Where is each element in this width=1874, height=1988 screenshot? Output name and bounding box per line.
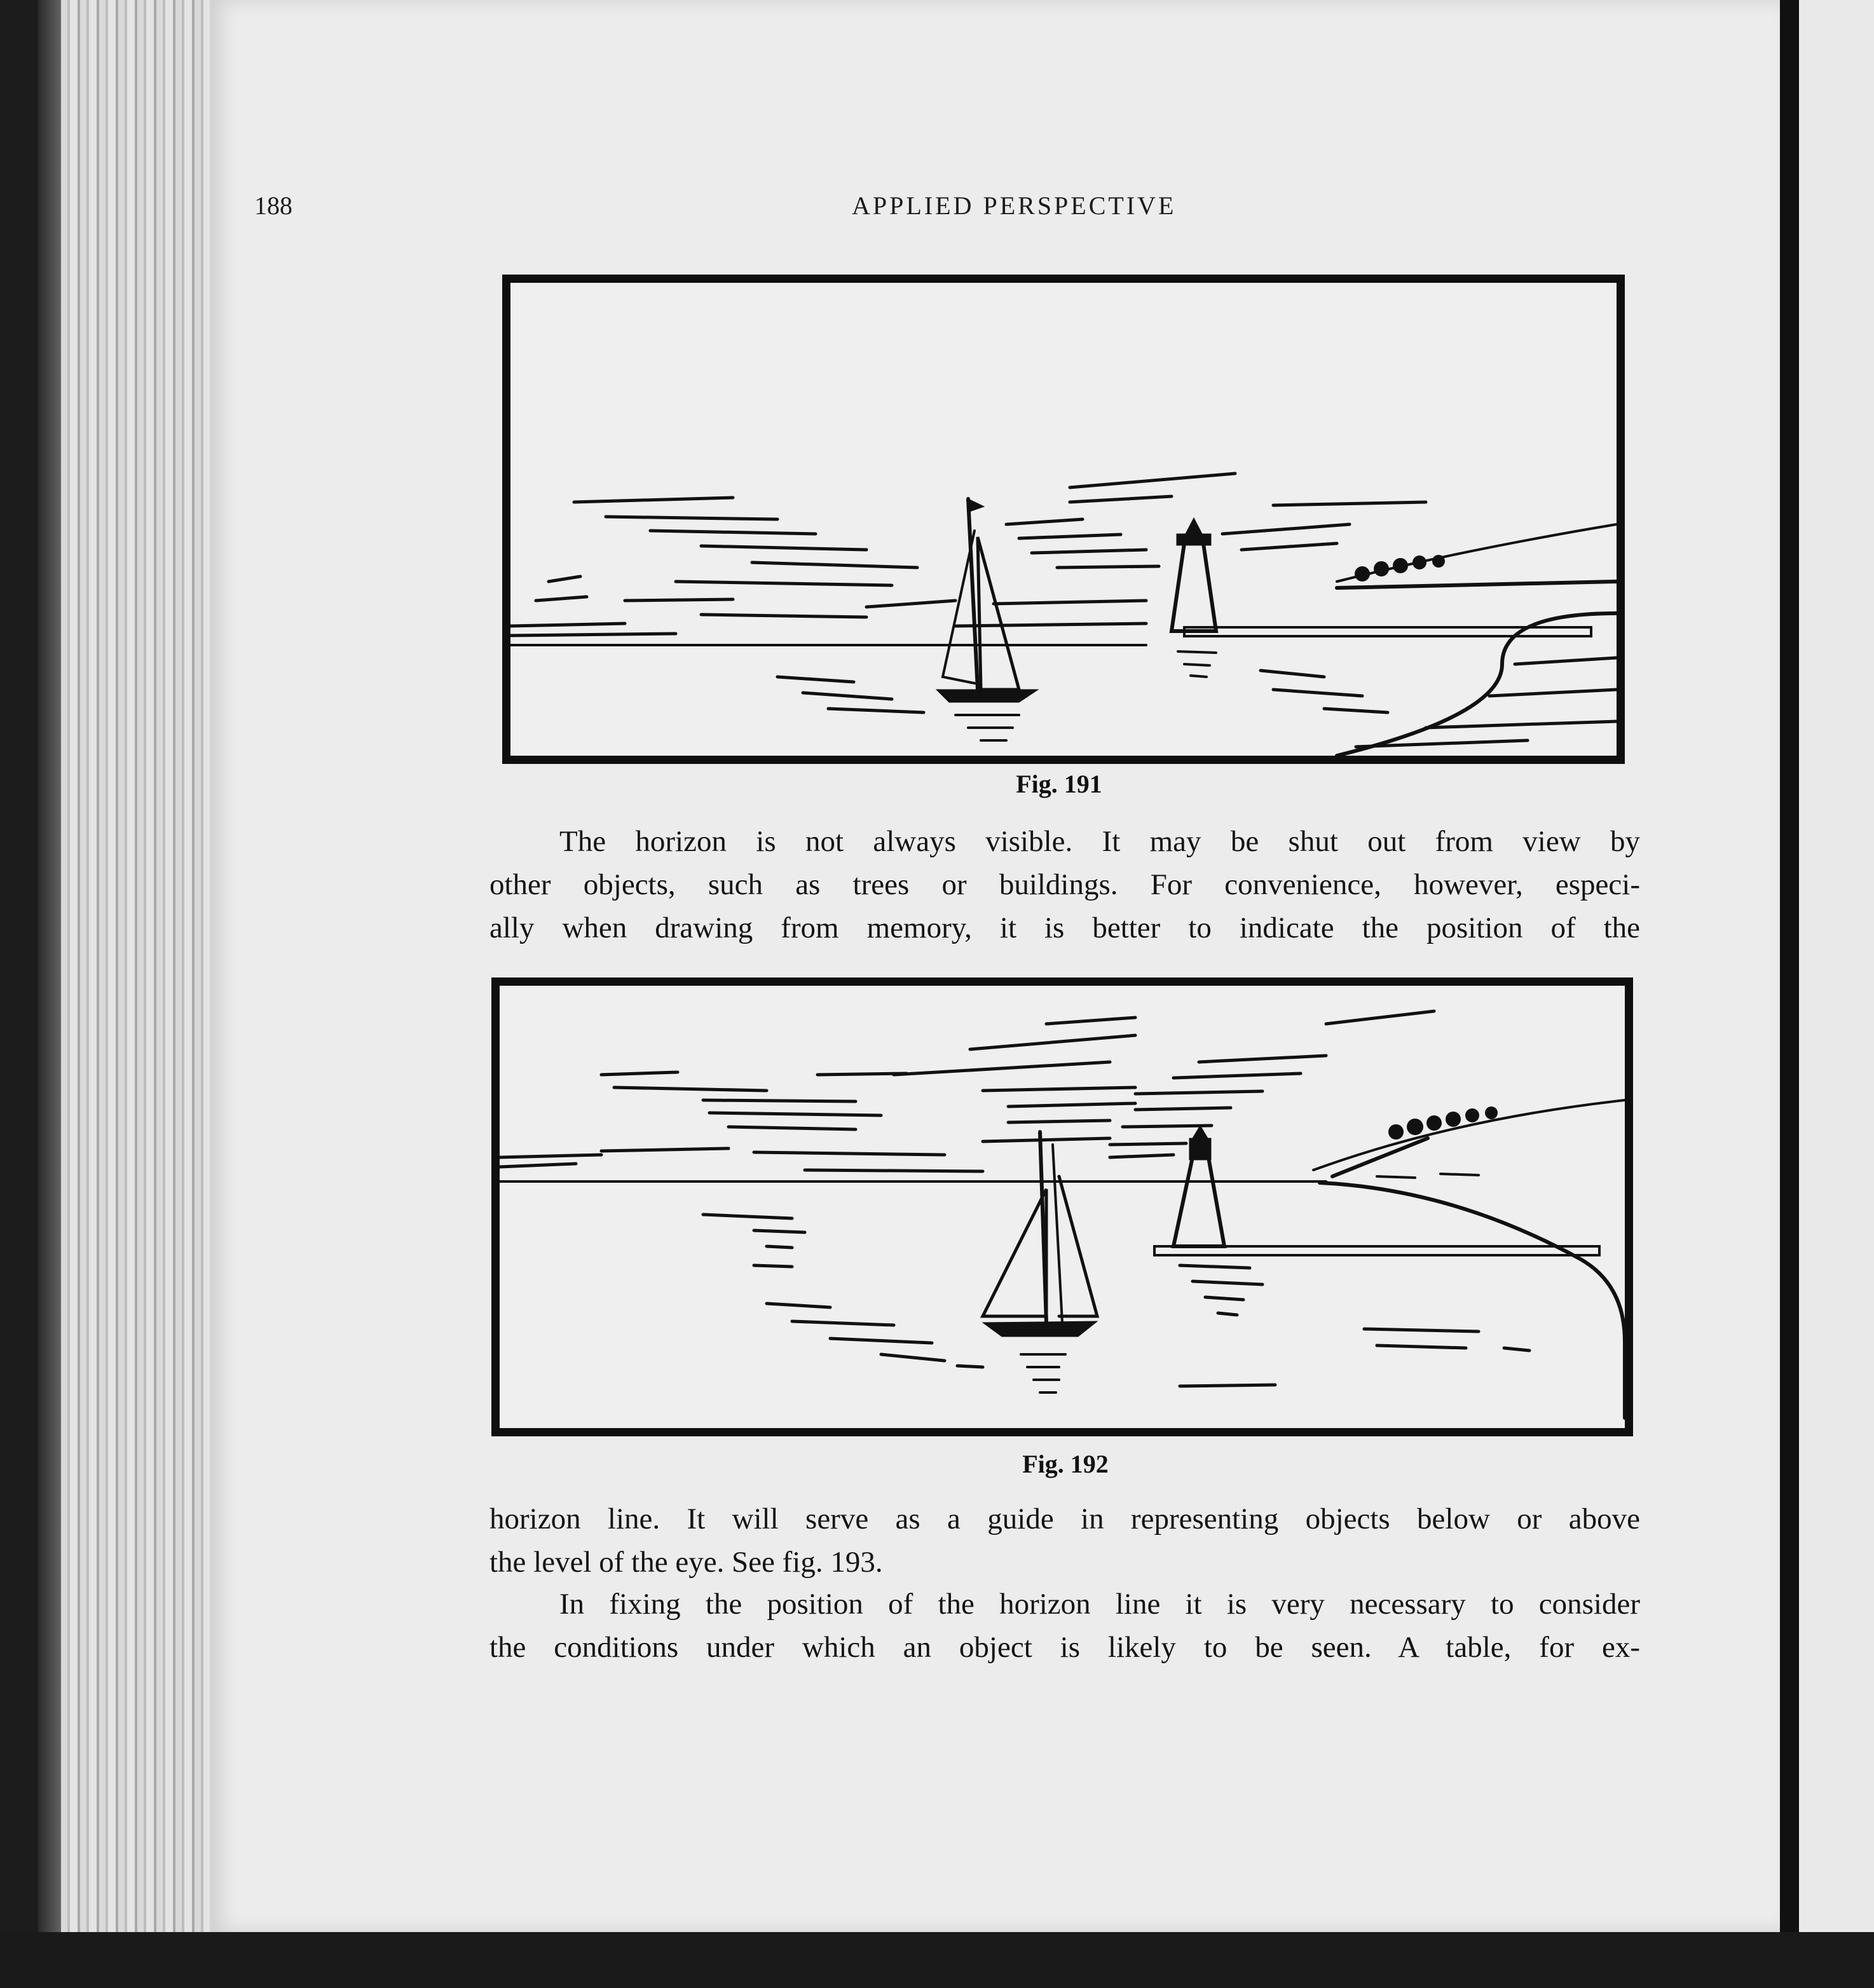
book-gutter [1780,0,1799,1957]
text-line: The horizon is not always visible. It may be shut out from view by [559,825,1640,858]
paragraph-1 [489,820,1640,950]
page-header [0,191,1874,242]
figure-192-caption: Fig. 192 [1022,1450,1109,1478]
figure-192 [491,977,1633,1436]
text-line: the conditions under which an object is likely to be seen. A table, for ex- [489,1631,1640,1664]
text-line: ally when drawing from memory, it is better to indicate the position of the [489,911,1640,944]
paragraph-2 [489,1583,1640,1669]
text-line: horizon line. It will serve as a guide in representing objects below or above [489,1502,1640,1535]
seascape-sailboat-lighthouse-low-horizon-icon [500,986,1625,1428]
book-page-edges [61,0,233,1945]
seascape-sailboat-lighthouse-high-horizon-icon [510,283,1617,756]
page-number: 188 [254,191,292,220]
paragraph-1-continued [489,1497,1640,1584]
facing-page-edge [1799,0,1874,1938]
text-line: the level of the eye. See fig. 193. [489,1546,883,1579]
running-head: APPLIED PERSPECTIVE [852,191,1177,220]
scan-background [0,1932,1874,1988]
text-line: other objects, such as trees or buildings. For convenience, however, especi- [489,868,1640,901]
figure-191 [502,275,1625,764]
figure-191-caption: Fig. 191 [1016,770,1102,798]
text-line: In fixing the position of the horizon line it is very necessary to consider [559,1588,1640,1621]
